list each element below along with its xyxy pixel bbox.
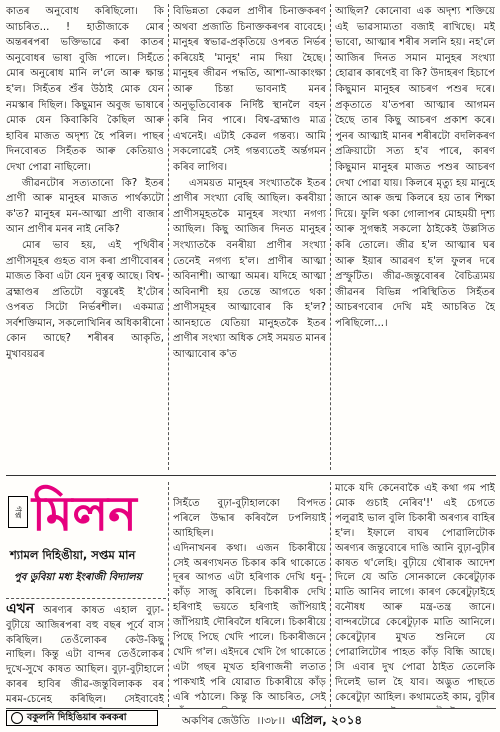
story-genre-tag: গল্প — [8, 496, 28, 528]
story-header — [6, 487, 166, 592]
story-paragraph: মাকে যদি কেনেবাকৈ এই কথা গম পাই মোক গুচাই নেৰিব'!' এই চেগতে পলুৱাই ভাল বুলি চিকাৰী অৰণ্যৰ বাহিৰ হ'ল। ইফালে বাঘৰ পোৱালিটোক অৰণ্যৰ জন্তুবোৰে দাঙি আনি বুঢ়া-বুঢ়ীৰ কাষত থ'লেহি। বুঢ়ীয়ে থৌৰাক আদেশ দিলে যে অতি সোনকালে কেৰেটুঢ়াক মাতি আনিব লাগে। কাৰণ কেৰেটুঢ়াইহে বনৌষধ আৰু মন্ত্ৰ-তন্ত্ৰ জানে। বান্দৰটোৱে কেৰেটুঢ়াক মাতি আনিলে। কেৰেটুঢ়াৰ মুখত শুনিলে যে পোৱালিটোৰ পাহত কাঁড় বিন্ধি আছে। সি এবাৰ দুখ পোৱা ঠাইত তেলেকি দিলেই ভাল হৈ যাব। অদ্ভুত পাছতে কেৰেটুঢ়া আহিল। কথামতেই কাম, বুঢ়ীৰ — [335, 483, 495, 703]
column-divider — [330, 4, 331, 470]
story-author: শ্যামল দিহিঙীয়া, সপ্তম মান — [10, 548, 136, 562]
header-underline — [6, 598, 166, 599]
story-column-2 — [173, 482, 326, 708]
footer-logo-text: বকুলনি দিহিঙিয়াৰ কৰকৰা — [27, 711, 127, 723]
column-divider — [168, 4, 169, 470]
footer-divider — [6, 708, 496, 709]
essay-paragraph: বিভিন্নতা কেৱল প্ৰাণীৰ চিনাক্তকৰণ অথবা প্ৰজাতি চিনাক্তকৰণৰ বাবেহে। মানুহৰ স্বভাৱ-প্ৰকৃতিয়ে ওপৰত নিৰ্ভৰ কৰিয়েই 'মানুহ' নাম দিয়া হৈছে। মানুহৰ জীৱন পদ্ধতি, আশা-আকাংক্ষা আৰু চিন্তা ভাবনাই মনৰ অনুভূতিবোৰক নিৰ্দিষ্ট স্থানলৈ বহন কৰি নিব পাৰে। বিশ্ব-ব্ৰহ্মাণ্ড মাত্ৰ এখনেই। এটাই কেৱল গন্তব্য। আমি সকলোৱেই সেই গন্তব্যতেই অৰ্ন্তগমন কৰিব লাগিব। — [173, 6, 326, 173]
column-divider — [168, 482, 169, 707]
essay-paragraph: আছিল? কোনোবা এক অদৃশ্য শক্তিয়ে এই ভাৱসাম্যতা বজাই ৰাখিছে। মই ভাবো, আত্মাৰ শৰীৰ সলনি হয়। নহ'লে আজিৰ দিনত সমান মানুহৰ সংখ্যা হোৱাৰ কাৰণেই বা কি? উদাহৰণ হিচাপে কিছুমান মানুহৰ আচৰণ পশুৰ দৰে। প্ৰকৃতাতে য'তপৰা আত্মাৰ আগমন হৈছে তাৰ কিছু আচৰণ প্ৰকাশ কৰে। পুনৰ আত্মাই মানৰ শৰীৰটো বদলিকৰণ প্ৰক্ৰিয়াটো সত্য হ'ব পাৰে, কাৰণ কিছুমান মানুহৰ মাজত পশুৰ আচৰণ দেখা পোৱা যায়। কিলৰে মৃত্যু হয় মানুহে জানে আৰু জন্ম কিলৰে হয় তাৰ শিক্ষা দিয়ে। ফুলি থকা গোলাপৰ মোহময়ী দৃশ্য আৰু সুগন্ধই সকলো ঠাইকেই উল্লসিত কৰি তোলে। জীৱ হ'ল আত্মাৰ ঘৰ আৰু ইয়াৰ আৱৰণ হ'ল ফুলৰ দৰে প্ৰস্ফুটিত। জীৱ-জন্তুবোৰৰ বৈচিত্ৰ্যময় জীৱনৰ বিভিন্ন পৰিস্থিতিত সিহঁতৰ আচৰণবোৰ দেখি মই আচৰিত হৈ পৰিছিলো...। — [335, 6, 495, 329]
essay-paragraph: মোৰ ভাব হয়, এই পৃথিবীৰ প্ৰাণীসমূহৰ গুহত বাস কৰা প্ৰাণীবোৰৰ মাজত কিবা এটা যেন দুৰত্ব আছে। বিশ্ব-ব্ৰহ্মাণ্ডৰ প্ৰতিটো বস্তুৰেই ই'টোৰ ওপৰত সিটো নিৰ্ভৰশীল। একমাত্ৰ সৰ্বশক্তিমান, সকলোখিনিৰ অধিকাৰীনো কোন আছে? শৰীৰৰ আকৃতি, মুখাবয়ৱৰ — [6, 239, 164, 361]
story-title: মিলন — [32, 486, 137, 542]
issue-date: এপ্ৰিল, ২০১৪ — [291, 713, 363, 727]
story-column-1 — [6, 602, 164, 708]
story-column-3 — [335, 482, 495, 708]
footer-logo — [6, 710, 158, 726]
section-divider — [6, 475, 496, 476]
essay-column-3 — [335, 4, 495, 470]
magazine-name: অকণিৰ জেউতি — [182, 715, 250, 727]
story-paragraph — [6, 602, 164, 708]
essay-paragraph: জীৱনটোৰ সত্যতানো কি? ইতৰ প্ৰাণী আৰু মানুহৰ মাজত পাৰ্থক্যটো ক'ত? মানুহৰ মন-আত্মা প্ৰাণী বাজাৰ আন প্ৰাণীৰ মনৰ নাই নেকি? — [6, 177, 164, 236]
essay-column-1 — [6, 4, 164, 470]
magazine-page — [6, 4, 496, 726]
footer-info: অকণিৰ জেউতি ।।৩৮।। এপ্ৰিল, ২০১৪ — [182, 713, 363, 727]
essay-column-2 — [173, 4, 326, 470]
essay-paragraph: কাতৰ অনুবোধ কৰিছিলো। কি আচৰিত... ! হাতীজাকে মোৰ অন্তৰৰপৰা ভক্তিভাৱে কৰা কাতৰ অনুবোধৰ ভাষা বুজি পালে। সিহঁতে মোৰ অনুৰোধ মানি ল'লে আৰু ক্ষান্ত হ'ল। সিহঁতৰ শুঁৰ উঠাই মোক যেন নমস্কাৰ দিছিল। কিছুমান অবুজ ভাষাৰে মোক যেন কিবাকিবি কৈছিল আৰু হাবিৰ মাজত অদৃশ্য হৈ পৰিল। পাছৰ দিনবোৰত সিহঁতক আৰু কেতিয়াও দেখা পোৱা নাছিলো। — [6, 6, 164, 173]
logo-icon — [11, 712, 23, 724]
column-divider — [330, 482, 331, 707]
story-text: অৰণ্যৰ কাষত এহাল বুঢ়া-বুঢ়ীয়ে আজিৰপৰা বহু বছৰ পূৰ্বে বাস কৰিছিল। তেওঁলোকৰ কেউ-কিছু নাছিল। কিন্তু এটা বান্দৰ তেওঁলোকৰ দুখে-সুখে কাষত আছিল। বুঢ়া-বুঢ়ীহালে কাৰৰ হাবিৰ জীৱ-জন্তুবিলাকক বৰ মৰম-চেনেহ কৰিছিল। সেইবাবেই — [6, 605, 164, 705]
story-school: পুব ডুবিয়া মধ্য ইংৰাজী বিদ্যালয় — [14, 572, 142, 583]
essay-paragraph: এসময়ত মানুহৰ সংখ্যাতকৈ ইতৰ প্ৰাণীৰ সংখ্যা বেছি আছিল। কৰবীয়া প্ৰাণীসমূহতকৈ মানুহৰ সংখ্যা নগণ্য আছিল। কিছু আজিৰ দিনত মানুহৰ সংখ্যাতকৈ বনৰীয়া প্ৰাণীৰ সংখ্যা তেনেই নগণ্য হ'ল। প্ৰাণীৰ আত্মা অবিনাশী। আত্মা অমৰ। যদিহে আত্মা অবিনাশী হয় তেন্তে আগতে থকা প্ৰাণীসমূহৰ আত্মাবোৰ কি হ'ল? আনহাতে যেতিয়া মানুহতকৈ ইতৰ প্ৰাণীৰ সংখ্যা অধিক সেই সময়ত মানৰ আত্মাবোৰ ক'ত — [173, 177, 326, 361]
story-paragraph: সিহঁতে বুঢ়া-বুঢ়ীহালকো বিপদত পৰিলে উদ্ধাৰ কৰিবলৈ ঢপলিয়াই আহিছিল। এদিনাখনৰ কথা। এজন চিকাৰীয়ে সেই অৰণ্যখনত চিকাৰ কৰি থাকোতে দূৰৰ আগত এটা হৰিণাক দেখি ধনু-কাঁড় সাজু কৰিলে। চিকাৰীক দেখি হৰিণাই ভয়তে হৰিণাই জাঁপিয়াই জাঁপিয়াই দৌৰিবলৈ ধৰিলে। চিকাৰীয়ে পিছে পিছে খেদি পালে। চিকাৰীজনে খেদি গ'ল। এইদৰে খেদি গৈ থাকোতে এটা গছৰ মূখত হৰিণাজনী লতাত পাকখাই পৰি যোৱাত চিকাৰীয়ে কাঁড় এৰি পঠালে। কিন্তু কি আচৰিত, সেই — [173, 497, 326, 703]
story-first-word: এখন — [6, 602, 35, 617]
page-number: ৩৮ — [263, 715, 278, 727]
